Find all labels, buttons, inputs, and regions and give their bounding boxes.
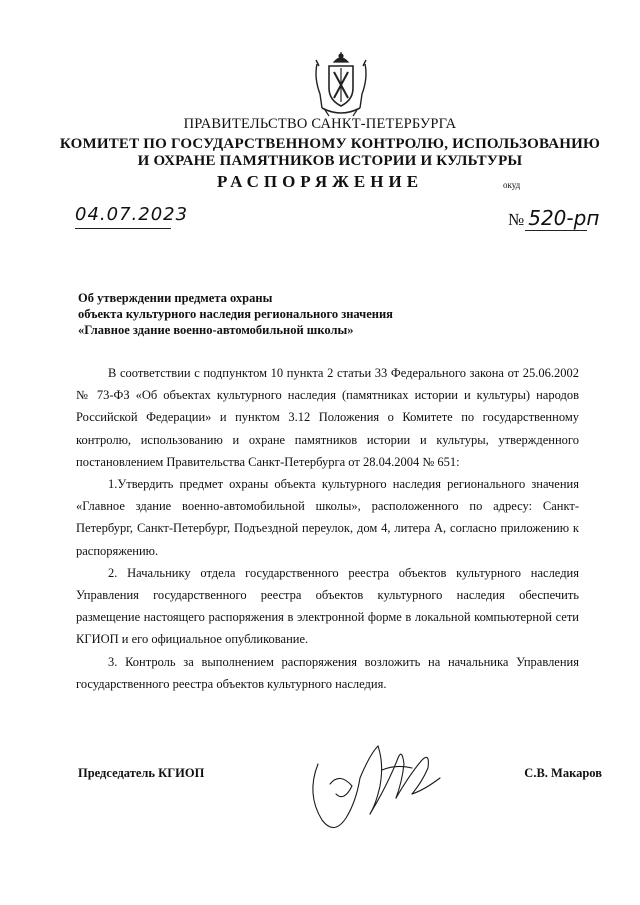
committee-name-line-2: И ОХРАНЕ ПАМЯТНИКОВ ИСТОРИИ И КУЛЬТУРЫ <box>137 153 523 169</box>
document-type-title: РАСПОРЯЖЕНИЕ <box>216 172 424 191</box>
document-body <box>76 362 579 695</box>
document-number <box>508 206 599 230</box>
item-1-paragraph: 1.Утвердить предмет охраны объекта культурного наследия регионального значения «Главное здание военно-автомобильной школы», расположенного по адресу: Санкт-Петербург, Санкт-Петербург, Подъездной переулок, дом 4, литера А, согласно приложению к распоряжению. <box>76 477 579 558</box>
number-sign: № <box>508 210 525 229</box>
signer-name: С.В. Макаров <box>524 766 602 780</box>
preamble-paragraph: В соответствии с подпунктом 10 пункта 2 статьи 33 Федерального закона от 25.06.2002 № 73-ФЗ «Об объектах культурного наследия (памятниках истории и культуры) народов Российской Федерации» и пунктом 3.12 Положения о Комитете по государственному контролю, использованию и охране памятников истории и культуры, утвержденного постановлением Правительства Санкт-Петербурга от 28.04.2004 № 651: <box>76 366 579 469</box>
subject-line-1: Об утверждении предмета охраны <box>78 291 273 305</box>
document-date: 04.07.2023 <box>75 204 189 225</box>
signatory-position: Председатель КГИОП <box>78 766 205 780</box>
date-underline <box>75 228 171 229</box>
document-subject <box>78 290 458 338</box>
item-2-paragraph: 2. Начальнику отдела государственного реестра объектов культурного наследия Управления государственного реестра объектов культурного наследия обеспечить размещение настоящего распоряжения в электронной форме в локальной компьютерной сети КГИОП и его официальное опубликование. <box>76 565 579 647</box>
coat-of-arms-icon <box>312 52 370 118</box>
government-name: ПРАВИТЕЛЬСТВО САНКТ-ПЕТЕРБУРГА <box>183 116 457 132</box>
subject-line-2: объекта культурного наследия регионального значения <box>78 307 393 321</box>
committee-name <box>30 136 630 170</box>
item-3-paragraph: 3. Контроль за выполнением распоряжения возложить на начальника Управления государственного реестра объектов культурного наследия. <box>76 654 579 691</box>
committee-name-line-1: КОМИТЕТ ПО ГОСУДАРСТВЕННОМУ КОНТРОЛЮ, ИСПОЛЬЗОВАНИЮ <box>59 136 601 152</box>
handwritten-signature-icon <box>300 724 450 844</box>
number-value: 520-рп <box>528 206 600 230</box>
number-underline <box>525 230 587 231</box>
subject-line-3: «Главное здание военно-автомобильной школы» <box>78 323 354 337</box>
okud-label: окуд <box>503 180 521 190</box>
